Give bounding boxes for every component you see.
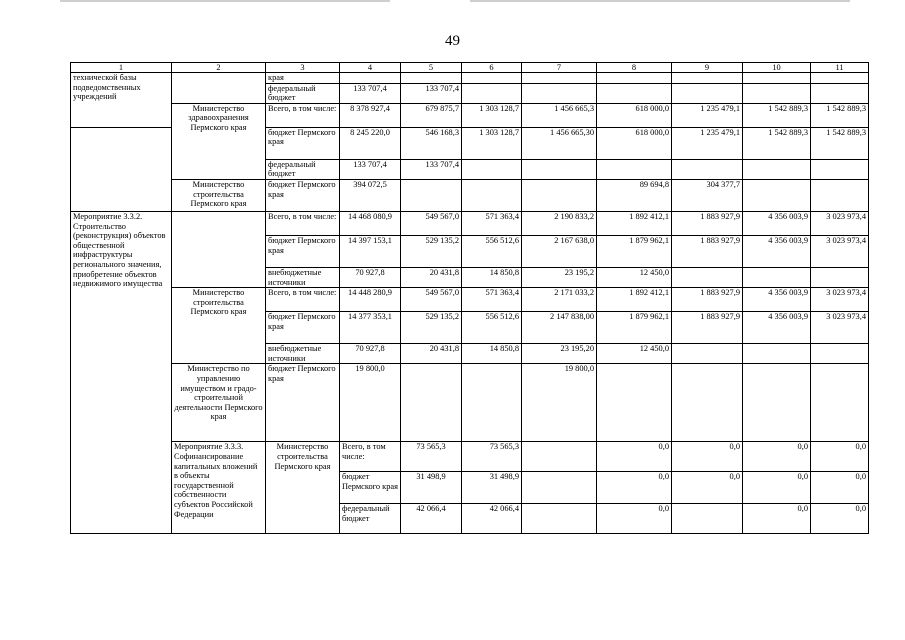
year-cell [462, 179, 522, 211]
budget-table [70, 62, 869, 534]
header-cell: 2 [172, 63, 266, 73]
year-cell: 12 450,0 [597, 267, 672, 287]
year-cell: 0,0 [743, 472, 811, 504]
year-cell: 0,0 [811, 504, 869, 534]
year-cell [672, 267, 743, 287]
year-cell [597, 83, 672, 103]
year-cell: 571 363,4 [462, 288, 522, 312]
total-cell [340, 73, 401, 84]
total-cell: 8 378 927,4 [340, 103, 401, 127]
year-cell [522, 472, 597, 504]
source-cell: Всего, в том числе: [266, 288, 340, 312]
header-cell: 1 [71, 63, 172, 73]
year-cell: 73 565,3 [462, 442, 522, 472]
header-cell: 9 [672, 63, 743, 73]
year-cell [462, 364, 522, 442]
header-row [71, 63, 869, 73]
source-cell: федеральный бюджет [340, 504, 401, 534]
year-cell: 1 303 128,7 [462, 127, 522, 159]
year-cell [811, 73, 869, 84]
year-cell: 2 171 033,2 [522, 288, 597, 312]
year-cell: 2 190 833,2 [522, 211, 597, 235]
year-cell [672, 364, 743, 442]
year-cell [522, 73, 597, 84]
year-cell: 2 147 838,00 [522, 312, 597, 344]
year-cell: 42 066,4 [462, 504, 522, 534]
activity-cell: Мероприятие 3.3.2. Строительство (реконструкция) объектов общественной инфраструктуры регионального значения, приобретение объектов недвижимого имущества [71, 211, 172, 533]
header-cell: 5 [401, 63, 462, 73]
year-cell [743, 73, 811, 84]
year-cell: 1 879 962,1 [597, 235, 672, 267]
year-cell: 0,0 [743, 442, 811, 472]
year-cell [462, 159, 522, 179]
year-cell: 4 356 003,9 [743, 211, 811, 235]
total-cell: 73 565,3 [401, 442, 462, 472]
total-cell: 394 072,5 [340, 179, 401, 211]
year-cell: 1 542 889,3 [743, 127, 811, 159]
year-cell [743, 179, 811, 211]
year-cell: 0,0 [672, 442, 743, 472]
year-cell: 89 694,8 [597, 179, 672, 211]
year-cell: 556 512,6 [462, 235, 522, 267]
year-cell: 3 023 973,4 [811, 288, 869, 312]
year-cell [811, 344, 869, 364]
year-cell: 31 498,9 [462, 472, 522, 504]
source-cell: Всего, в том числе: [266, 103, 340, 127]
year-cell: 1 303 128,7 [462, 103, 522, 127]
total-cell: 133 707,4 [340, 83, 401, 103]
year-cell: 1 883 927,9 [672, 235, 743, 267]
year-cell: 1 456 665,30 [522, 127, 597, 159]
year-cell [401, 364, 462, 442]
year-cell: 1 892 412,1 [597, 211, 672, 235]
year-cell: 0,0 [743, 504, 811, 534]
year-cell: 1 879 962,1 [597, 312, 672, 344]
year-cell [597, 73, 672, 84]
year-cell [672, 83, 743, 103]
year-cell [522, 159, 597, 179]
year-cell [811, 179, 869, 211]
table-row [71, 211, 869, 235]
year-cell: 618 000,0 [597, 127, 672, 159]
year-cell: 618 000,0 [597, 103, 672, 127]
header-cell: 10 [743, 63, 811, 73]
year-cell: 304 377,7 [672, 179, 743, 211]
year-cell: 14 850,8 [462, 267, 522, 287]
year-cell [672, 344, 743, 364]
year-cell [743, 344, 811, 364]
year-cell [672, 73, 743, 84]
year-cell: 1 883 927,9 [672, 211, 743, 235]
year-cell [811, 364, 869, 442]
year-cell [462, 73, 522, 84]
year-cell: 4 356 003,9 [743, 288, 811, 312]
year-cell: 133 707,4 [401, 83, 462, 103]
activity-cell: технической базы подведомственных учреждений [71, 73, 172, 128]
year-cell: 0,0 [597, 442, 672, 472]
year-cell: 1 892 412,1 [597, 288, 672, 312]
year-cell: 0,0 [597, 504, 672, 534]
source-cell: федеральный бюджет [266, 159, 340, 179]
year-cell [811, 267, 869, 287]
table-row [71, 288, 869, 312]
total-cell: 14 397 153,1 [340, 235, 401, 267]
source-cell: внебюджетные источники [266, 344, 340, 364]
year-cell: 679 875,7 [401, 103, 462, 127]
source-cell: бюджет Пермского края [266, 364, 340, 442]
total-cell: 70 927,8 [340, 267, 401, 287]
total-cell: 8 245 220,0 [340, 127, 401, 159]
table-row [71, 179, 869, 211]
total-cell: 42 066,4 [401, 504, 462, 534]
year-cell: 549 567,0 [401, 288, 462, 312]
year-cell [811, 83, 869, 103]
header-cell: 3 [266, 63, 340, 73]
executor-cell: Министерство здравоохранения Пермского края [172, 103, 266, 179]
scan-top-line [60, 0, 390, 2]
header-cell: 7 [522, 63, 597, 73]
page-number: 49 [445, 33, 460, 49]
header-cell: 8 [597, 63, 672, 73]
activity-cell: Мероприятие 3.3.3. Софинансирование капитальных вложений в объекты государственной собственности субъектов Российской Федерации [172, 442, 266, 534]
source-cell: края [266, 73, 340, 84]
year-cell: 23 195,2 [522, 267, 597, 287]
year-cell: 1 542 889,3 [811, 103, 869, 127]
year-cell [743, 364, 811, 442]
source-cell: бюджет Пермского края [340, 472, 401, 504]
executor-cell: Министерство строительства Пермского края [172, 179, 266, 211]
year-cell: 0,0 [672, 472, 743, 504]
year-cell: 571 363,4 [462, 211, 522, 235]
total-cell: 31 498,9 [401, 472, 462, 504]
year-cell: 1 542 889,3 [743, 103, 811, 127]
year-cell: 1 235 479,1 [672, 103, 743, 127]
year-cell [462, 83, 522, 103]
year-cell: 1 883 927,9 [672, 312, 743, 344]
source-cell: Всего, в том числе: [340, 442, 401, 472]
year-cell [522, 179, 597, 211]
source-cell: бюджет Пермского края [266, 235, 340, 267]
total-cell: 14 377 353,1 [340, 312, 401, 344]
year-cell: 3 023 973,4 [811, 211, 869, 235]
executor-cell: Министерство по управлению имуществом и градо-строительной деятельности Пермского края [172, 364, 266, 442]
year-cell: 1 542 889,3 [811, 127, 869, 159]
year-cell [522, 442, 597, 472]
year-cell: 23 195,20 [522, 344, 597, 364]
year-cell: 3 023 973,4 [811, 312, 869, 344]
table-row [71, 364, 869, 442]
year-cell: 2 167 638,0 [522, 235, 597, 267]
year-cell: 546 168,3 [401, 127, 462, 159]
year-cell: 1 235 479,1 [672, 127, 743, 159]
year-cell: 133 707,4 [401, 159, 462, 179]
year-cell: 12 450,0 [597, 344, 672, 364]
source-cell: бюджет Пермского края [266, 312, 340, 344]
total-cell: 19 800,0 [340, 364, 401, 442]
year-cell: 4 356 003,9 [743, 312, 811, 344]
executor-cell: Министерство строительства Пермского края [172, 288, 266, 364]
source-cell: федеральный бюджет [266, 83, 340, 103]
total-cell: 14 468 080,9 [340, 211, 401, 235]
header-cell: 6 [462, 63, 522, 73]
year-cell [597, 159, 672, 179]
executor-cell: Министерство строительства Пермского края [266, 442, 340, 534]
header-cell: 11 [811, 63, 869, 73]
source-cell: Всего, в том числе: [266, 211, 340, 235]
table-row [71, 442, 869, 472]
year-cell: 529 135,2 [401, 312, 462, 344]
total-cell: 133 707,4 [340, 159, 401, 179]
year-cell: 20 431,8 [401, 267, 462, 287]
year-cell: 549 567,0 [401, 211, 462, 235]
table-row [71, 73, 869, 84]
executor-cell [172, 73, 266, 104]
year-cell [743, 159, 811, 179]
source-cell: внебюджетные источники [266, 267, 340, 287]
year-cell [522, 504, 597, 534]
year-cell: 0,0 [597, 472, 672, 504]
year-cell: 1 456 665,3 [522, 103, 597, 127]
year-cell: 19 800,0 [522, 364, 597, 442]
year-cell [811, 159, 869, 179]
executor-cell [172, 211, 266, 287]
year-cell: 14 850,8 [462, 344, 522, 364]
year-cell [743, 83, 811, 103]
year-cell [401, 179, 462, 211]
year-cell: 556 512,6 [462, 312, 522, 344]
source-cell: бюджет Пермского края [266, 127, 340, 159]
year-cell: 3 023 973,4 [811, 235, 869, 267]
year-cell [401, 73, 462, 84]
year-cell [672, 504, 743, 534]
year-cell: 529 135,2 [401, 235, 462, 267]
total-cell: 70 927,8 [340, 344, 401, 364]
table-row [71, 103, 869, 127]
source-cell: бюджет Пермского края [266, 179, 340, 211]
year-cell: 20 431,8 [401, 344, 462, 364]
year-cell: 0,0 [811, 472, 869, 504]
year-cell: 0,0 [811, 442, 869, 472]
year-cell: 1 883 927,9 [672, 288, 743, 312]
scan-top-line [470, 0, 850, 2]
activity-cell [71, 127, 172, 211]
year-cell [522, 83, 597, 103]
year-cell [743, 267, 811, 287]
year-cell [597, 364, 672, 442]
total-cell: 14 448 280,9 [340, 288, 401, 312]
header-cell: 4 [340, 63, 401, 73]
year-cell [672, 159, 743, 179]
year-cell: 4 356 003,9 [743, 235, 811, 267]
